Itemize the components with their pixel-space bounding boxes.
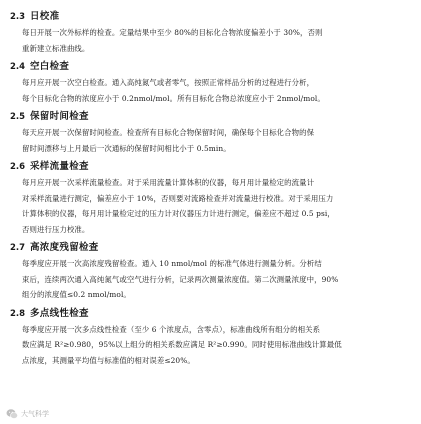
paragraph-line: 对采样流量进行测定，偏差应小于 10%，否则要对流路检查并对流量进行校准。对于采用压力 bbox=[22, 193, 334, 203]
section-title: 保留时间检查 bbox=[30, 111, 89, 122]
section-paragraph bbox=[10, 75, 411, 106]
paragraph-line: 重新建立标准曲线。 bbox=[22, 43, 90, 53]
paragraph-line: 每日开展一次外标样的检查。定量结果中至少 80%的目标化合物浓度偏差小于 30%，否则 bbox=[22, 28, 323, 37]
paragraph-line: 束后，连续两次通入高纯氮气或空气进行分析，记录两次测量浓度值。第二次测量浓度中，90% bbox=[22, 274, 339, 284]
wechat-logo-icon bbox=[6, 408, 18, 420]
section-paragraph bbox=[10, 175, 411, 237]
section-number: 2.8 bbox=[10, 308, 26, 319]
paragraph-line: 组分的浓度值≤0.2 nmol/mol。 bbox=[22, 290, 131, 299]
paragraph-line: 每月应开展一次空白检查。通入高纯氮气或者零气，按照正常样品分析的过程进行分析， bbox=[22, 78, 315, 87]
section-paragraph bbox=[10, 322, 411, 369]
section-number: 2.7 bbox=[10, 243, 26, 253]
section-heading bbox=[10, 108, 411, 125]
section-daily-calibration bbox=[10, 8, 411, 56]
watermark bbox=[6, 408, 49, 420]
section-heading bbox=[10, 305, 411, 322]
section-heading bbox=[10, 158, 411, 175]
section-blank-check bbox=[10, 58, 411, 106]
section-title: 采样流量检查 bbox=[30, 161, 89, 172]
section-heading bbox=[10, 239, 411, 256]
section-title: 高浓度残留检查 bbox=[30, 242, 99, 253]
section-heading bbox=[10, 8, 411, 25]
paragraph-line: 每月应开展一次采样流量检查。对于采用流量计算体积的仪器，每月用计量检定的流量计 bbox=[22, 178, 315, 187]
section-paragraph bbox=[10, 125, 411, 156]
paragraph-line: 每季度应开展一次高浓度残留检查。通入 10 nmol/mol 的标准气体进行测量分析。分析结 bbox=[22, 259, 322, 268]
paragraph-line: 每个目标化合物的浓度应小于 0.2nmol/mol。所有目标化合物总浓度应小于 2nmol/mol。 bbox=[22, 93, 325, 103]
watermark-text: 大气科学 bbox=[21, 410, 49, 418]
section-title: 多点线性检查 bbox=[30, 307, 89, 319]
section-number: 2.3 bbox=[10, 12, 26, 22]
paragraph-line: 每天应开展一次保留时间检查。检查所有目标化合物保留时间，确保每个目标化合物的保 bbox=[22, 128, 315, 137]
section-number: 2.5 bbox=[10, 112, 26, 122]
section-multipoint-linearity-check bbox=[10, 305, 411, 369]
paragraph-line: 否则进行压力校准。 bbox=[22, 224, 90, 234]
section-title: 日校准 bbox=[30, 11, 60, 22]
section-paragraph bbox=[10, 25, 411, 56]
paragraph-line: 点浓度，其测量平均值与标准值的相对误差≤20%。 bbox=[22, 355, 195, 365]
paragraph-line: 留时间漂移与上月最后一次通标的保留时间相比小于 0.5min。 bbox=[22, 143, 231, 153]
section-heading bbox=[10, 58, 411, 75]
section-title: 空白检查 bbox=[30, 61, 70, 72]
section-number: 2.4 bbox=[10, 62, 26, 72]
paragraph-line: 每季度应开展一次多点线性检查（至少 6 个浓度点，含零点），标准曲线所有组分的相关系 bbox=[22, 324, 321, 334]
section-sampling-flow-check bbox=[10, 158, 411, 237]
paragraph-line: 数应满足 R²≥0.980，95%以上组分的相关系数应满足 R²≥0.990。同时使用标准曲线计算最低 bbox=[22, 340, 342, 349]
section-high-concentration-residue-check bbox=[10, 239, 411, 303]
section-number: 2.6 bbox=[10, 162, 26, 172]
section-retention-time-check bbox=[10, 108, 411, 156]
section-paragraph bbox=[10, 256, 411, 303]
paragraph-line: 计算体积的仪器，每月用计量检定过的压力计对仪器压力计进行测定，偏差应不超过 0.5 psi， bbox=[22, 209, 335, 218]
